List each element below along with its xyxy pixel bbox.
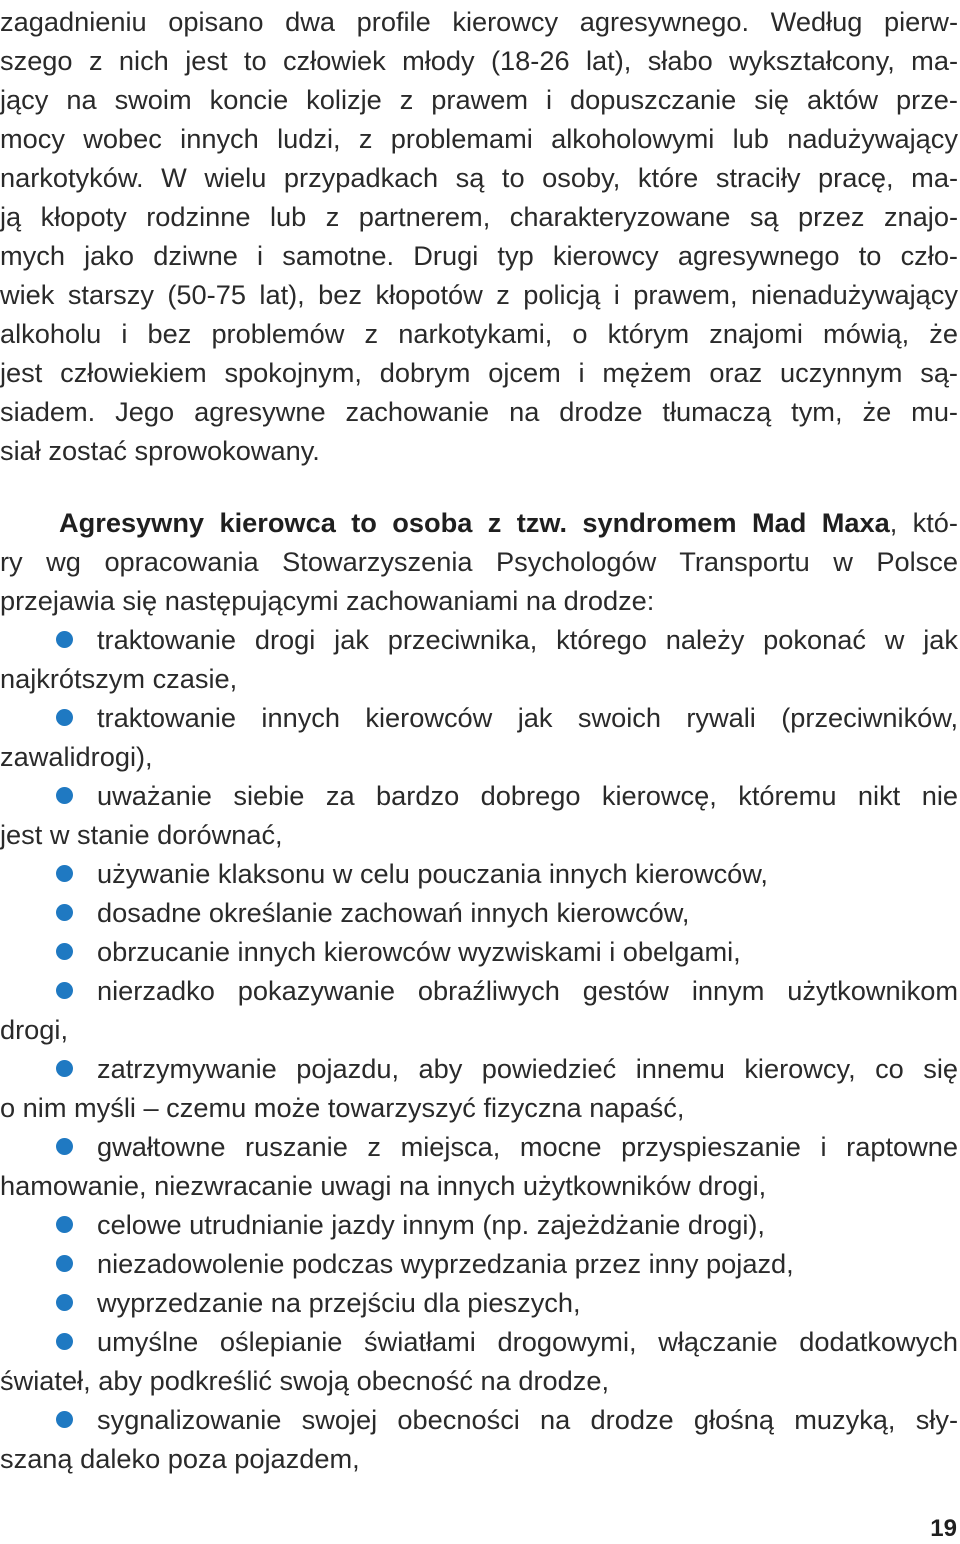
list-item-continuation: najkrótszym czasie, xyxy=(0,663,238,694)
list-item-text: zatrzymywanie pojazdu, aby powiedzieć innemu kierowcy, co się xyxy=(97,1053,958,1084)
paragraph-line: jest człowiekiem spokojnym, dobrym ojcem i mężem oraz uczynnym są- xyxy=(0,357,958,388)
bullet-dot-icon xyxy=(56,904,73,921)
list-item-text: celowe utrudnianie jazdy innym (np. zajeżdżanie drogi), xyxy=(97,1209,765,1240)
bullet-dot-icon xyxy=(56,709,73,726)
bold-lead-text: Agresywny kierowca to osoba z tzw. syndromem Mad Maxa xyxy=(59,507,890,538)
paragraph-line: przejawia się następującymi zachowaniami na drodze: xyxy=(0,585,655,616)
bullet-dot-icon xyxy=(56,1255,73,1272)
list-item-continuation: świateł, aby podkreślić swoją obecność na drodze, xyxy=(0,1365,610,1396)
list-item-text: niezadowolenie podczas wyprzedzania przez inny pojazd, xyxy=(97,1248,794,1279)
bullet-dot-icon xyxy=(56,1060,73,1077)
list-item-continuation: drogi, xyxy=(0,1014,69,1045)
list-item-continuation: o nim myśli – czemu może towarzyszyć fizyczna napaść, xyxy=(0,1092,685,1123)
paragraph-line xyxy=(59,503,958,542)
paragraph-line: siał zostać sprowokowany. xyxy=(0,435,320,466)
bullet-dot-icon xyxy=(56,1411,73,1428)
bullet-dot-icon xyxy=(56,1216,73,1233)
list-item-text: dosadne określanie zachowań innych kierowców, xyxy=(97,897,690,928)
list-item-text: wyprzedzanie na przejściu dla pieszych, xyxy=(97,1287,581,1318)
paragraph-line: mocy wobec innych ludzi, z problemami alkoholowymi lub nadużywający xyxy=(0,123,958,154)
paragraph-line: ry wg opracowania Stowarzyszenia Psychologów Transportu w Polsce xyxy=(0,546,958,577)
paragraph-line: narkotyków. W wielu przypadkach są to osoby, które straciły pracę, ma- xyxy=(0,162,958,193)
list-item-continuation: zawalidrogi), xyxy=(0,741,153,772)
page-number: 19 xyxy=(930,1515,957,1542)
list-item-continuation: jest w stanie dorównać, xyxy=(0,819,283,850)
bullet-dot-icon xyxy=(56,1138,73,1155)
bullet-dot-icon xyxy=(56,865,73,882)
bullet-dot-icon xyxy=(56,1333,73,1350)
bullet-dot-icon xyxy=(56,943,73,960)
bullet-dot-icon xyxy=(56,631,73,648)
paragraph-line: zagadnieniu opisano dwa profile kierowcy agresywnego. Według pierw- xyxy=(0,6,958,37)
list-item-text: sygnalizowanie swojej obecności na drodze głośną muzyką, sły- xyxy=(97,1404,958,1435)
paragraph-line: alkoholu i bez problemów z narkotykami, o którym znajomi mówią, że xyxy=(0,318,958,349)
list-item-text: traktowanie drogi jak przeciwnika, którego należy pokonać w jak xyxy=(97,624,958,655)
list-item-continuation: szaną daleko poza pojazdem, xyxy=(0,1443,360,1474)
bullet-dot-icon xyxy=(56,1294,73,1311)
lead-continuation: , któ- xyxy=(889,507,958,538)
paragraph-line: siadem. Jego agresywne zachowanie na drodze tłumaczą tym, że mu- xyxy=(0,396,958,427)
bullet-dot-icon xyxy=(56,982,73,999)
paragraph-line: ją kłopoty rodzinne lub z partnerem, charakteryzowane są przez znajo- xyxy=(0,201,958,232)
list-item-text: obrzucanie innych kierowców wyzwiskami i obelgami, xyxy=(97,936,741,967)
list-item-continuation: hamowanie, niezwracanie uwagi na innych użytkowników drogi, xyxy=(0,1170,767,1201)
list-item-text: umyślne oślepianie światłami drogowymi, włączanie dodatkowych xyxy=(97,1326,958,1357)
list-item-text: gwałtowne ruszanie z miejsca, mocne przyspieszanie i raptowne xyxy=(97,1131,958,1162)
list-item-text: traktowanie innych kierowców jak swoich rywali (przeciwników, xyxy=(97,702,958,733)
bullet-dot-icon xyxy=(56,787,73,804)
paragraph-line: jący na swoim koncie kolizje z prawem i dopuszczanie się aktów prze- xyxy=(0,84,958,115)
paragraph-line: wiek starszy (50-75 lat), bez kłopotów z policją i prawem, nienadużywający xyxy=(0,279,958,310)
list-item-text: nierzadko pokazywanie obraźliwych gestów innym użytkownikom xyxy=(97,975,958,1006)
paragraph-line: szego z nich jest to człowiek młody (18-26 lat), słabo wykształcony, ma- xyxy=(0,45,958,76)
list-item-text: uważanie siebie za bardzo dobrego kierowcę, któremu nikt nie xyxy=(97,780,958,811)
list-item-text: używanie klaksonu w celu pouczania innych kierowców, xyxy=(97,858,768,889)
paragraph-line: mych jako dziwne i samotne. Drugi typ kierowcy agresywnego to czło- xyxy=(0,240,958,271)
